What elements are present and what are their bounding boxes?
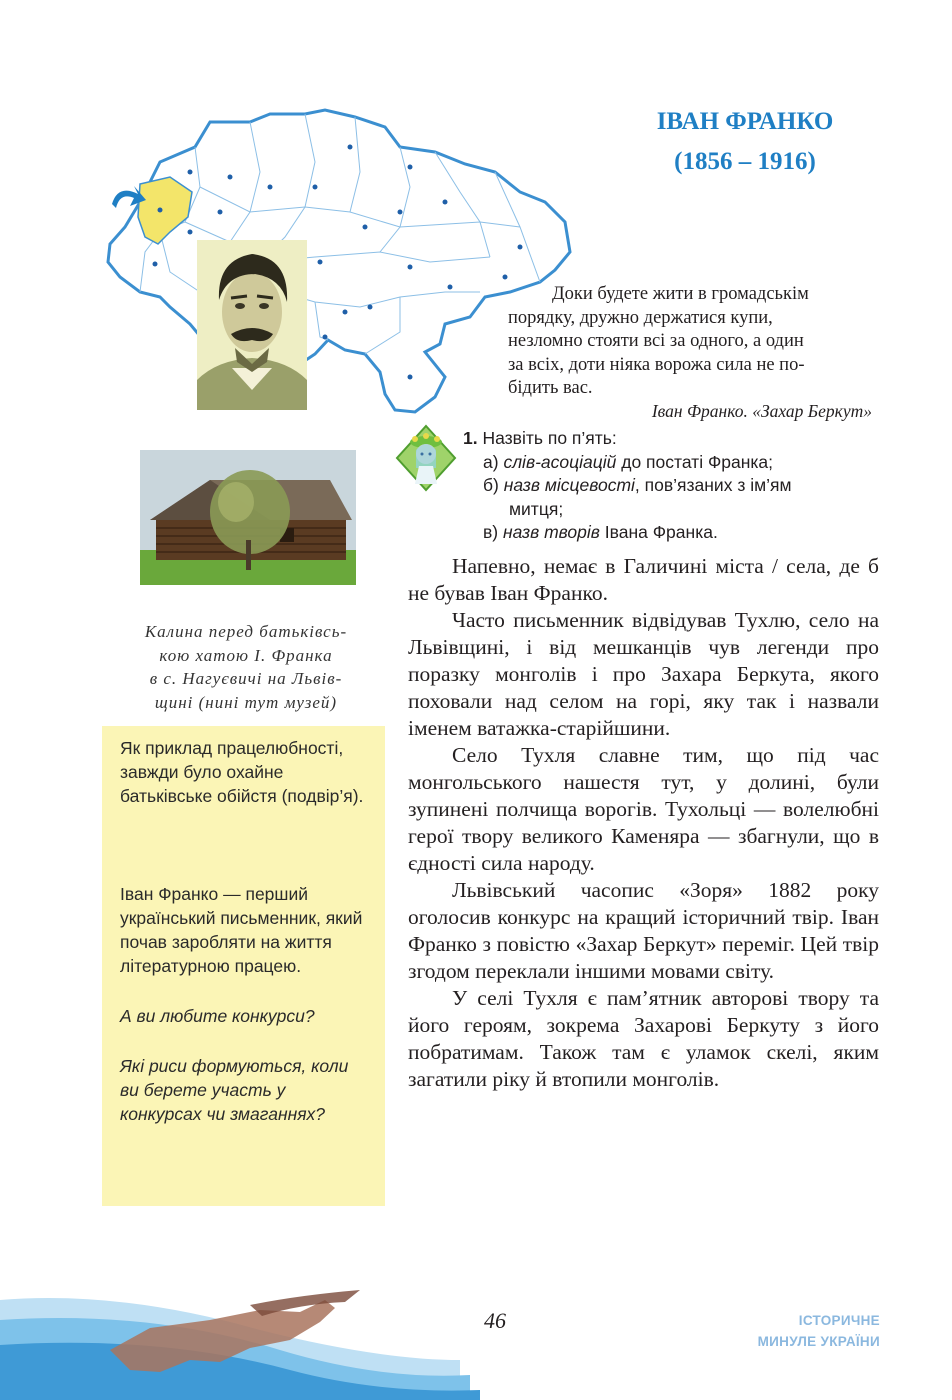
house-photo [140, 450, 356, 585]
task-block [463, 427, 888, 545]
epigraph-line: порядку, дружно держатися купи, [508, 307, 773, 328]
main-text [408, 553, 879, 1093]
title-name: ІВАН ФРАНКО [656, 108, 834, 135]
epigraph-line: бідить вас. [508, 378, 593, 398]
ukraine-outline [108, 110, 570, 412]
side-question: Які риси формуються, коли ви берете участь у конкурсах чи змаганнях? [120, 1056, 349, 1124]
task-number: 1. [463, 428, 478, 448]
epigraph-line: незломно стояти всі за одного, а один [508, 331, 804, 351]
paragraph: Напевно, немає в Галичині міста / села, де б не бував Іван Франко. [408, 554, 879, 605]
section-label: ІСТОРИЧНЕ МИНУЛЕ УКРАЇНИ [757, 1313, 880, 1349]
epigraph-line: Доки будете жити в громадськім [552, 284, 809, 304]
epigraph-author: Іван Франко. «Захар Беркут» [651, 401, 872, 421]
photo-caption [118, 620, 374, 714]
side-note: Як приклад працелюбності, завжди було охайне батьківське обійстя (подвір’я). [120, 738, 364, 806]
side-question: А ви любите конкурси? [120, 1006, 315, 1026]
epigraph [508, 283, 874, 401]
girl-mascot-icon [395, 424, 457, 494]
side-note-box [102, 726, 385, 1206]
caption-line: Калина перед батьківсь- [144, 622, 348, 641]
epigraph-line: за всіх, доти ніяка ворожа сила не по- [508, 354, 805, 375]
task-item: в) назв творів Івана Франка. [483, 522, 718, 542]
paragraph: Часто письменник відвідував Тухлю, село на Львівщині, і від мешканців чув легенди про поразку монголів і про Захара Беркута, якого поховали над селом на горі, яку так і назвали іменем ватажка-старійшини. [408, 608, 879, 740]
task-item: а) слів-асоціацій до постаті Франка; [483, 451, 774, 472]
paragraph: Львівський часопис «Зоря» 1882 року оголосив конкурс на кращий історичний твір. Іван Франко з повістю «Захар Беркут» переміг. Цей твір згодом переклали іншими мовами світу. [408, 878, 879, 983]
title-years: (1856 – 1916) [674, 148, 816, 175]
caption-line: кою хатою І. Франка [159, 645, 333, 665]
side-note: Іван Франко — перший український письменник, який почав заробляти на життя літературною працею. [120, 884, 363, 976]
task-item-continuation: митця; [509, 498, 564, 519]
task-item: б) назв місцевості, пов’язаних з ім’ям [483, 475, 792, 495]
caption-line: в с. Нагуєвичі на Львів- [149, 669, 343, 688]
paragraph: У селі Тухля є пам’ятник авторові твору та його героям, зокрема Захарові Беркуту з його побратимам. Також там є уламок скелі, яким загатили ріку й втопили монголів. [408, 986, 879, 1091]
portrait-image [197, 240, 307, 410]
caption-line: щині (нині тут музей) [154, 692, 338, 712]
paragraph: Село Тухля славне тим, що під час монгольського нашестя тут, у долині, були зупинені полчища ворогів. Тухольці — волелюбні герої твору великого Каменяра — збагнули, що в єдності сила народу. [408, 743, 879, 875]
page-title [600, 102, 890, 182]
page-number: 46 [484, 1308, 506, 1333]
task-question: 1. Назвіть по п’ять: [463, 428, 617, 448]
